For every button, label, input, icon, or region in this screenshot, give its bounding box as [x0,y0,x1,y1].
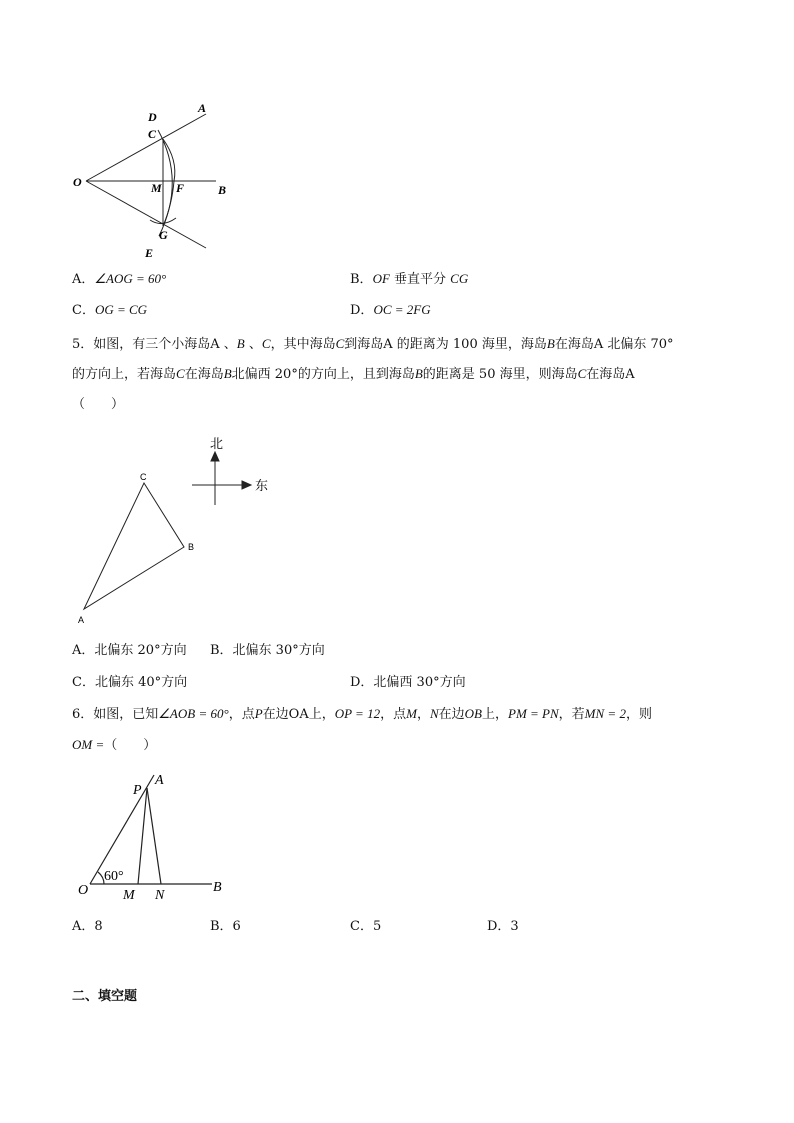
svg-text:B: B [218,183,227,197]
q4-option-c[interactable]: C．OG = CG [72,302,148,318]
svg-text:60°: 60° [104,869,124,884]
q5-option-a[interactable]: A．北偏东 20°方向 [72,643,187,658]
svg-text:M: M [123,888,135,903]
q4-option-d[interactable]: D．OC = 2FG [350,302,431,318]
svg-text:D: D [148,110,157,124]
ray-oa [90,775,154,884]
svg-text:O: O [73,175,82,189]
svg-text:E: E [145,246,154,260]
segment-pn [147,788,161,884]
svg-text:P: P [133,783,142,798]
svg-text:C: C [140,472,147,482]
q6-stem-line2: OM =（ ） [72,737,157,753]
svg-text:北: 北 [210,437,224,452]
section-title-fill-in: 二、填空题 [72,989,138,1004]
q6-stem-line1: 6．如图，已知∠AOB = 60°，点P在边OA上，OP = 12，点M，N在边OB上，PM = PN，若MN = 2，则 [72,706,652,722]
svg-text:A: A [155,773,164,788]
q5-stem-line2: 的方向上，若海岛C在海岛B北偏西 20°的方向上，且到海岛B的距离是 50 海里，则海岛C在海岛A [72,366,635,382]
svg-text:O: O [78,883,89,898]
svg-text:M: M [151,181,162,195]
q5-option-b[interactable]: B．北偏东 30°方向 [210,643,325,658]
svg-text:C: C [148,127,157,141]
q6-option-a[interactable]: A．8 [72,919,103,934]
svg-text:B: B [213,880,222,895]
svg-text:A: A [78,615,85,625]
svg-text:A: A [198,101,207,115]
q6-option-b[interactable]: B．6 [210,919,241,934]
q5-option-c[interactable]: C．北偏东 40°方向 [72,675,188,690]
q5-stem-line1: 5．如图，有三个小海岛A 、B 、C，其中海岛C到海岛A 的距离为 100 海里，海岛B在海岛A 北偏东 70° [72,336,674,352]
q5-option-d[interactable]: D．北偏西 30°方向 [350,675,466,690]
svg-text:N: N [155,888,165,903]
svg-text:东: 东 [255,479,269,494]
q5-answer-blank: （ ） [72,397,125,412]
q6-option-d[interactable]: D．3 [487,919,519,934]
q4-option-a[interactable]: A．∠AOG = 60° [72,271,167,287]
svg-text:B: B [188,542,195,552]
q4-option-b[interactable]: B．OF 垂直平分 CG [350,271,469,287]
segment-pm [138,788,147,884]
svg-text:G: G [159,228,168,242]
svg-text:F: F [176,181,185,195]
q6-option-c[interactable]: C．5 [350,919,382,934]
